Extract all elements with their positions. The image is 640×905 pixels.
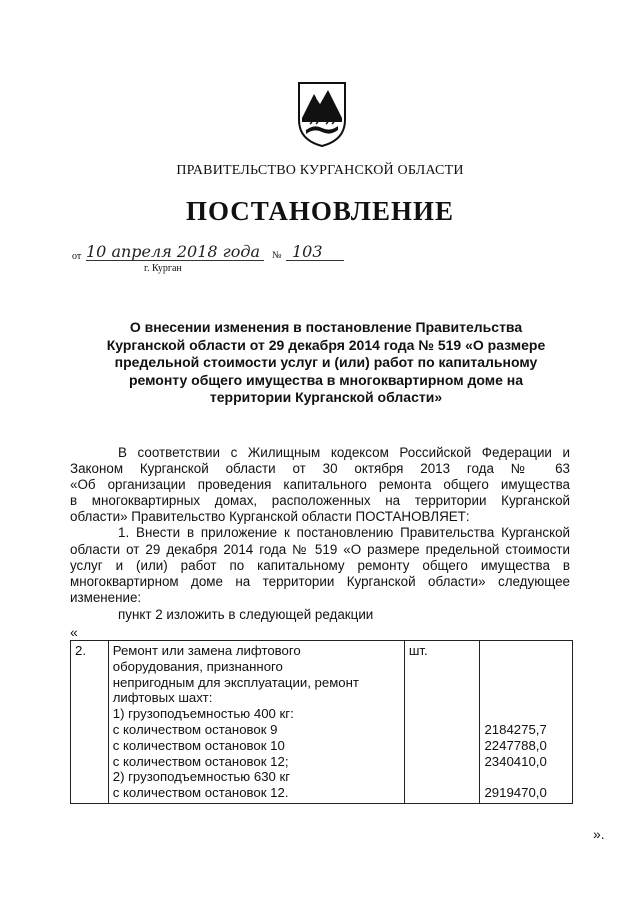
coat-of-arms-emblem <box>296 80 348 148</box>
description-line: с количеством остановок 12. <box>112 785 289 801</box>
item1-line: изменение: <box>70 590 142 605</box>
table-cell-unit: шт. <box>404 641 480 804</box>
table-cell-values <box>480 641 573 804</box>
preamble-line: в многоквартирных домах, расположенных на территории Курганской <box>70 493 570 508</box>
item1-line: 1. Внести в приложение к постановлению Правительства Курганской <box>118 525 570 540</box>
description-line: с количеством остановок 9 <box>112 721 278 737</box>
amendment-table <box>70 640 573 804</box>
value-line: 2919470,0 <box>484 785 547 801</box>
description-line: Ремонт или замена лифтового <box>112 643 301 658</box>
description-line: с количеством остановок 12; <box>112 753 289 769</box>
table-row <box>71 641 573 804</box>
quote-close-mark: ». <box>593 826 605 842</box>
document-title: О внесении изменения в постановление Правительства Курганской области от 29 декабря 2014 года № 519 «О размере предельной стоимости услуг и (или) работ по капитальному ремонту общего имущества в многоквартирном доме на территории Курганской области» <box>106 319 546 405</box>
number-prefix: № <box>272 250 282 261</box>
date-prefix: от <box>72 251 82 262</box>
value-line <box>484 675 568 691</box>
preamble-line: области» Правительство Курганской области ПОСТАНОВЛЯЕТ: <box>70 509 470 524</box>
value-line <box>484 769 568 785</box>
table-cell-number: 2. <box>71 641 109 804</box>
item1-line: области от 29 декабря 2014 года № 519 «О размере предельной стоимости <box>70 542 570 557</box>
value-line <box>484 659 568 675</box>
description-line: непригодным для эксплуатации, ремонт <box>112 674 359 690</box>
value-line: 2340410,0 <box>484 753 547 769</box>
government-title: ПРАВИТЕЛЬСТВО КУРГАНСКОЙ ОБЛАСТИ <box>176 163 464 178</box>
date-number-line <box>72 244 352 280</box>
document-type-heading: ПОСТАНОВЛЕНИЕ <box>185 196 455 226</box>
value-line <box>484 643 568 659</box>
item1-line: услуг и (или) работ по капитальному ремонту общего имущества в <box>70 558 570 573</box>
item1-line: многоквартирном доме на территории Курганской области» следующее <box>70 574 570 589</box>
number-underline <box>286 260 344 261</box>
date-underline <box>86 260 264 261</box>
point2-instruction: пункт 2 изложить в следующей редакции <box>118 607 374 622</box>
quote-open-mark: « <box>70 624 78 640</box>
description-line: 2) грузоподъемностью 630 кг <box>112 769 291 785</box>
description-line: оборудования, признанного <box>112 658 283 674</box>
description-line: 1) грузоподъемностью 400 кг: <box>112 706 294 722</box>
description-line: лифтовых шахт: <box>112 690 213 706</box>
value-line <box>484 690 568 706</box>
handwritten-number: 103 <box>292 242 323 261</box>
value-line: 2247788,0 <box>484 737 547 753</box>
description-line: с количеством остановок 10 <box>112 737 285 753</box>
value-line: 2184275,7 <box>484 721 547 737</box>
preamble-line: Законом Курганской области от 30 октября 2013 года № 63 <box>70 461 570 476</box>
value-line <box>484 706 568 722</box>
preamble-line: «Об организации проведения капитального ремонта общего имущества <box>70 477 570 492</box>
preamble-line: В соответствии с Жилищным кодексом Российской Федерации и <box>118 445 570 460</box>
city-label: г. Курган <box>144 263 182 274</box>
table-cell-description <box>108 641 404 804</box>
handwritten-date: 10 апреля 2018 года <box>86 242 261 261</box>
